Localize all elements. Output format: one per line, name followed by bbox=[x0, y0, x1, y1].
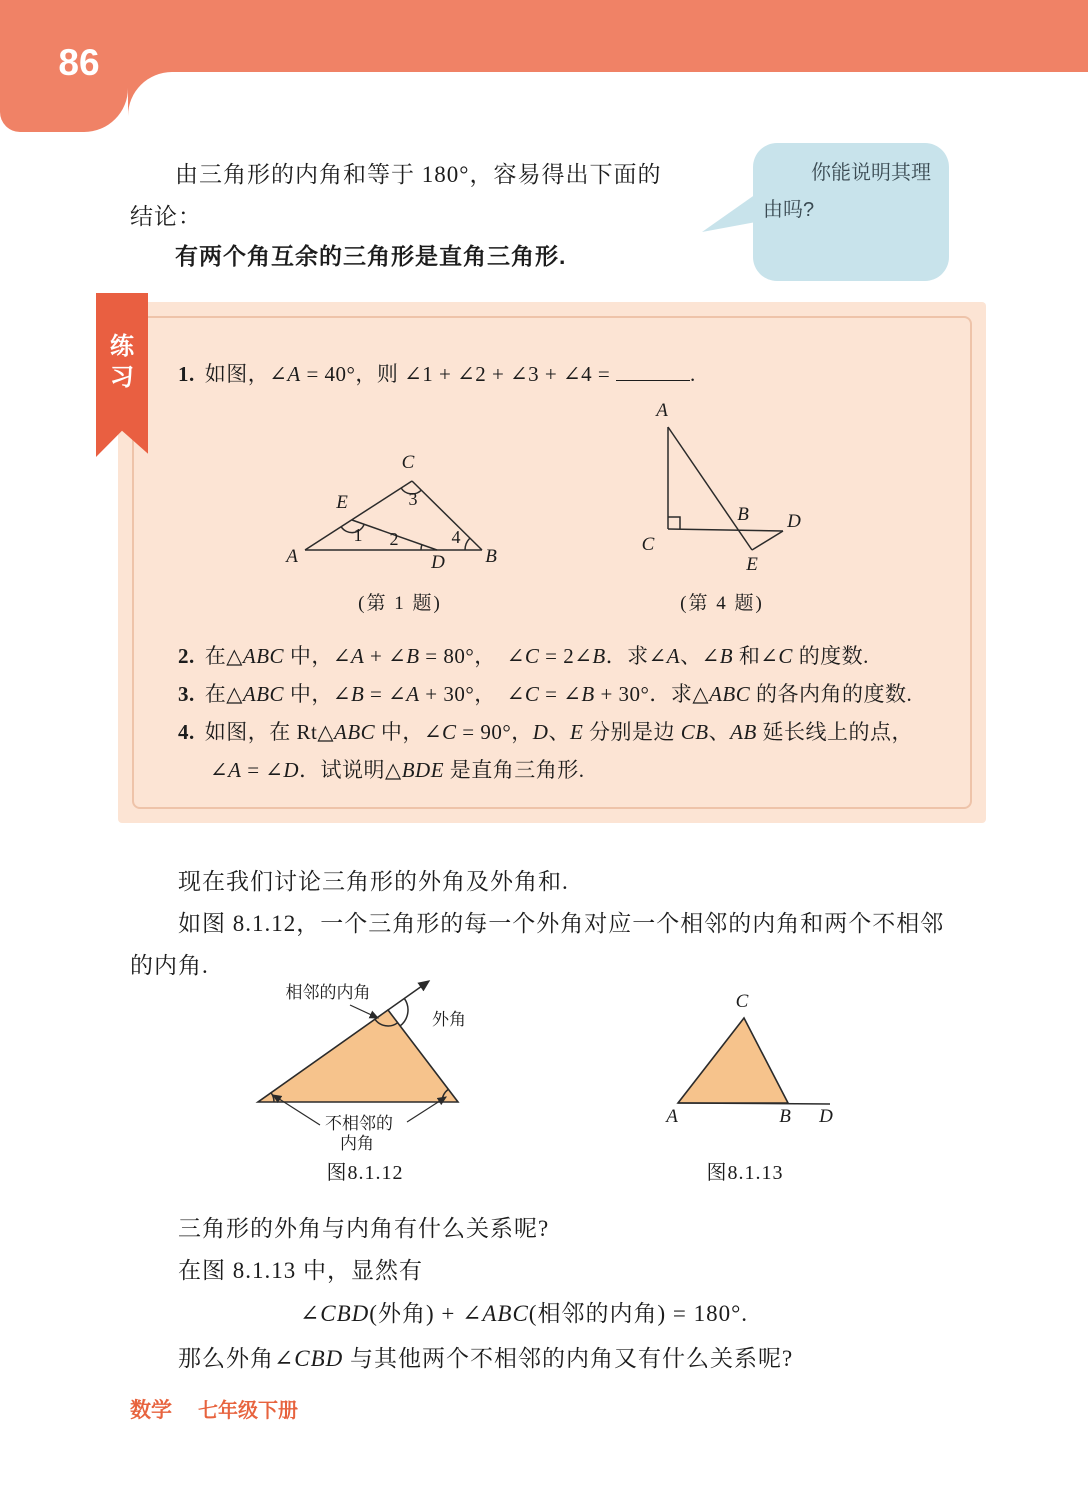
problem-1-text: 如图，∠A = 40°，则 ∠1 + ∠2 + ∠3 + ∠4 = . bbox=[205, 362, 696, 386]
vertex-label-D: D bbox=[819, 1106, 833, 1125]
paragraph-figure-ref-line-1: 如图 8.1.12，一个三角形的每一个外角对应一个相邻的内角和两个不相邻 bbox=[178, 911, 945, 936]
figure-8-1-12-caption: 图8.1.12 bbox=[326, 1162, 404, 1184]
problem-2-text: 在△ABC 中，∠A + ∠B = 80°， ∠C = 2∠B．求∠A、∠B 和∠C 的度数. bbox=[204, 644, 869, 668]
speech-bubble bbox=[753, 143, 949, 281]
practice-box bbox=[118, 302, 986, 823]
paragraph-figure-813-ref: 在图 8.1.13 中，显然有 bbox=[178, 1258, 423, 1283]
problem-4-text-line-2: ∠A = ∠D．试说明△BDE 是直角三角形. bbox=[210, 758, 585, 782]
conclusion-statement: 有两个角互余的三角形是直角三角形. bbox=[175, 243, 567, 269]
problem-4-text-line-1: 如图，在 Rt△ABC 中，∠C = 90°，D、E 分别是边 CB、AB 延长线上的点， bbox=[204, 720, 914, 744]
vertex-label-C: C bbox=[735, 991, 749, 1012]
nonadjacent-interior-angle-label-line-2: 内角 bbox=[340, 1134, 374, 1153]
adjacent-interior-angle-label: 相邻的内角 bbox=[285, 983, 371, 1002]
exterior-angle-arc bbox=[400, 998, 408, 1026]
figure-8-1-13-caption: 图8.1.13 bbox=[706, 1162, 784, 1184]
line-CD bbox=[668, 529, 783, 531]
line-AE bbox=[668, 427, 752, 550]
vertex-label-B: B bbox=[485, 546, 497, 567]
header-band bbox=[0, 0, 1088, 72]
problem-4-line-2 bbox=[210, 754, 585, 784]
segment-DE bbox=[752, 531, 783, 550]
practice-ribbon-label: 练 习 bbox=[110, 333, 134, 391]
figure-8-1-12 bbox=[225, 972, 555, 1177]
problem-3-number: 3. bbox=[178, 682, 195, 706]
angle-label-4: 4 bbox=[451, 527, 461, 547]
problem-4 bbox=[178, 716, 913, 746]
speech-bubble-text: 你能说明其理由吗? bbox=[763, 162, 931, 221]
figure-problem-4 bbox=[600, 394, 820, 599]
question-exterior-interior: 三角形的外角与内角有什么关系呢? bbox=[178, 1216, 550, 1241]
triangle-shape bbox=[678, 1018, 788, 1103]
figure-problem-1 bbox=[270, 438, 520, 610]
question-nonadjacent: 那么外角∠CBD 与其他两个不相邻的内角又有什么关系呢? bbox=[178, 1346, 794, 1371]
intro-line-1: 由三角形的内角和等于 180°，容易得出下面的 bbox=[175, 162, 662, 187]
angle-label-3: 3 bbox=[408, 489, 418, 509]
figure-8-1-13 bbox=[622, 985, 852, 1125]
vertex-label-B: B bbox=[737, 504, 749, 525]
problem-3-text: 在△ABC 中，∠B = ∠A + 30°， ∠C = ∠B + 30°．求△ABC 的各内角的度数. bbox=[204, 682, 913, 706]
vertex-label-C: C bbox=[401, 452, 415, 473]
problem-2 bbox=[178, 640, 869, 670]
nonadjacent-interior-angle-label-line-1: 不相邻的 bbox=[325, 1114, 393, 1133]
paragraph-exterior-intro: 现在我们讨论三角形的外角及外角和. bbox=[178, 869, 569, 894]
exterior-angle-label: 外角 bbox=[432, 1010, 466, 1029]
vertex-label-A: A bbox=[286, 546, 298, 567]
angle-label-2: 2 bbox=[389, 529, 399, 549]
angle-arc-2 bbox=[421, 545, 422, 550]
speech-bubble-tail bbox=[700, 188, 756, 238]
angle-arc-4 bbox=[465, 538, 470, 550]
right-angle-mark bbox=[668, 517, 680, 529]
vertex-label-D: D bbox=[431, 552, 445, 573]
equation-line: ∠CBD(外角) + ∠ABC(相邻的内角) = 180°. bbox=[300, 1301, 749, 1326]
vertex-label-A: A bbox=[666, 1106, 678, 1125]
adjacent-label-leader-arrow bbox=[350, 1005, 378, 1018]
footer bbox=[130, 1394, 298, 1424]
paragraph-figure-ref-line-2: 的内角. bbox=[130, 953, 209, 978]
problem-1-number: 1. bbox=[178, 362, 195, 386]
problem-1 bbox=[178, 358, 696, 388]
baseline-AD bbox=[678, 1103, 830, 1104]
side-CB bbox=[412, 481, 482, 550]
vertex-label-A: A bbox=[656, 400, 668, 421]
figure-problem-1-caption: (第 1 题) bbox=[358, 593, 442, 614]
vertex-label-E: E bbox=[746, 554, 758, 575]
problem-4-number: 4. bbox=[178, 720, 195, 744]
intro-line-2: 结论： bbox=[130, 204, 202, 229]
page-number: 86 bbox=[58, 42, 100, 83]
triangle-shape bbox=[258, 1010, 458, 1102]
angle-label-1: 1 bbox=[353, 525, 363, 545]
figure-problem-4-caption: (第 4 题) bbox=[680, 593, 764, 614]
vertex-label-D: D bbox=[787, 511, 801, 532]
vertex-label-E: E bbox=[336, 492, 348, 513]
vertex-label-C: C bbox=[641, 534, 655, 555]
vertex-label-B: B bbox=[779, 1106, 791, 1125]
problem-2-number: 2. bbox=[178, 644, 195, 668]
problem-3 bbox=[178, 678, 912, 708]
footer-subject: 数学 bbox=[130, 1399, 172, 1422]
extension-ray-arrow bbox=[388, 981, 429, 1010]
footer-grade: 七年级下册 bbox=[198, 1400, 298, 1422]
